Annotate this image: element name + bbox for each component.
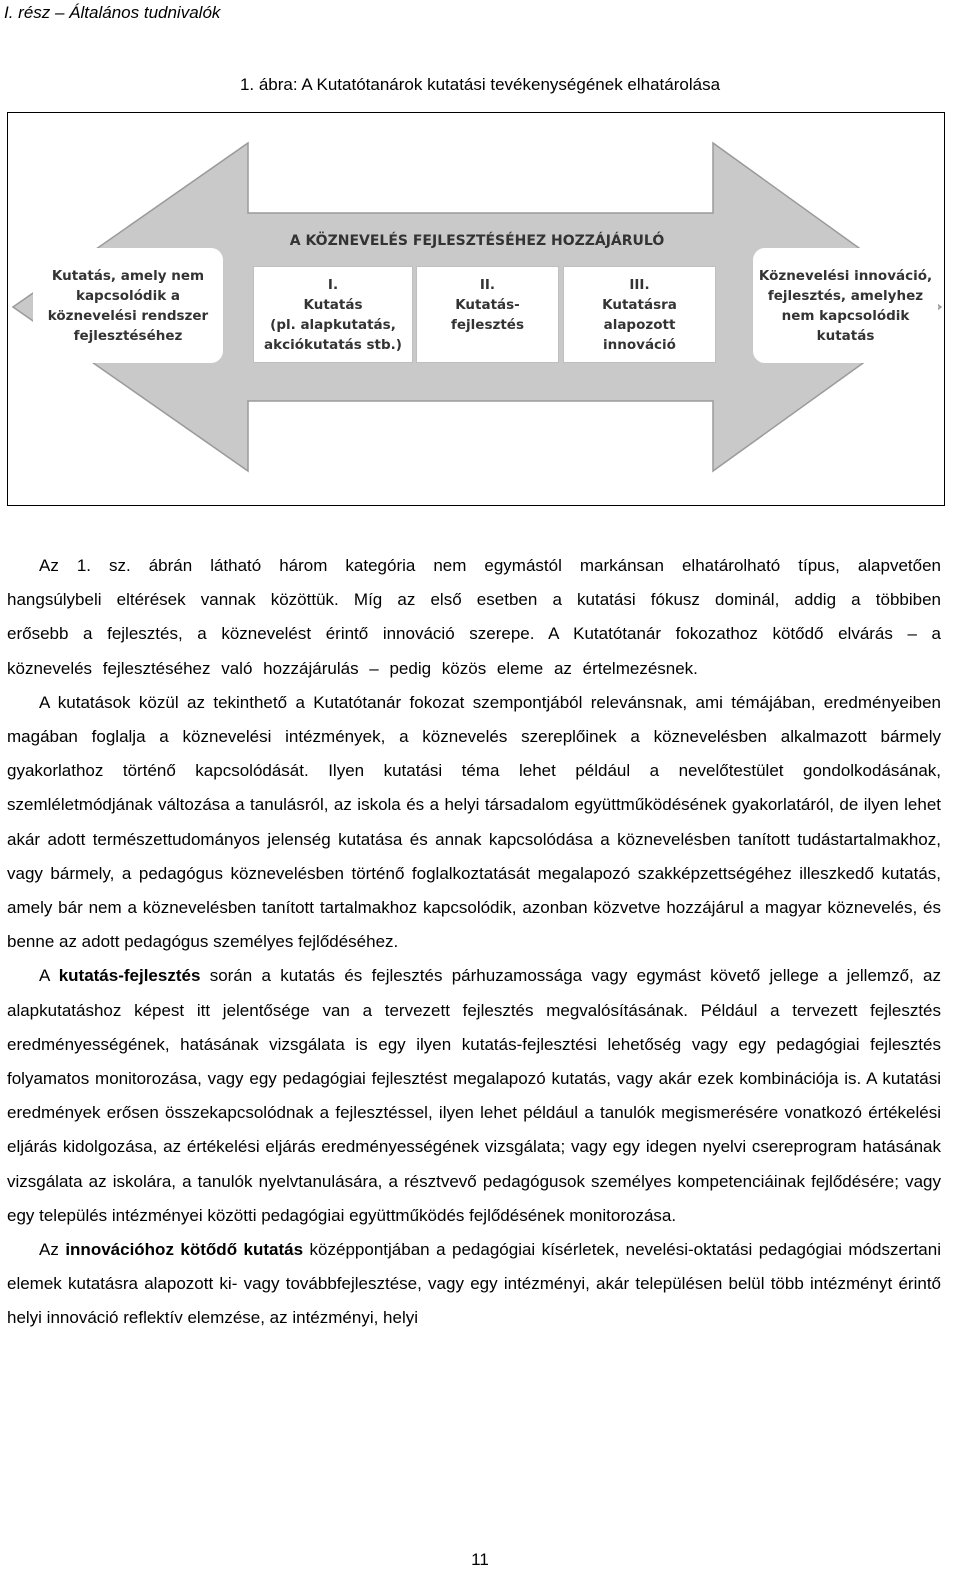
figure-reference: Az 1. sz. ábrán [39, 556, 193, 575]
term-research-development: kutatás-fejlesztés [58, 966, 201, 986]
term-innovation-research: innovációhoz kötődő kutatás [65, 1240, 304, 1260]
figure-title: A KÖZNEVELÉS FEJLESZTÉSÉHEZ HOZZÁJÁRULÓ [289, 233, 665, 249]
running-header: I. rész – Általános tudnivalók [4, 3, 221, 22]
paragraph-4 [7, 1233, 941, 1336]
figure-caption: 1. ábra: A Kutatótanárok kutatási tevékenységének elhatárolása [239, 75, 721, 94]
paragraph-4-pre: Az [39, 1240, 66, 1260]
left-box: Kutatás, amely nem kapcsolódik a köznevelési rendszer fejlesztéséhez [33, 248, 223, 363]
page-number: 11 [471, 1550, 489, 1569]
paragraph-2: A kutatások közül az tekinthető a Kutatótanár fokozat szempontjából relevánsnak, ami témájában, eredményeiben magában foglalja a köznevelési intézmények, a köznevelés szereplőinek a köznevelésben alkalmazott bármely gyakorlathoz történő kapcsolódását. Ilyen kutatási téma lehet például a nevelőtestület gondolkodásának, szemléletmódjának változása a tanulásról, az iskola és a helyi társadalom együttműködésének gyakorlatáról, de ilyen lehet akár adott természettudományos jelenség kutatása és annak kapcsolódása a köznevelésben tanított tudástartalmakhoz, vagy bármely, a pedagógus köznevelésben történő foglalkoztatását megalapozó szakképzettségéhez illeszkedő kutatás, amely bár nem a köznevelésben tanított tartalmakhoz kapcsolódik, azonban közvetve hozzájárul a magyar köznevelés, és benne az adott pedagógus személyes fejlődéséhez. [7, 692, 941, 952]
box-research: I. Kutatás (pl. alapkutatás, akciókutatás stb.) [253, 266, 413, 363]
box-research-based-innovation: III. Kutatásra alapozott innováció [563, 266, 716, 363]
paragraph-3-text: során a kutatás és fejlesztés párhuzamossága vagy egymást követő jellege a jellemző, az alapkutatáshoz képest itt jelentősége van a tervezett fejlesztés megvalósításának. Például a tervezett fejlesztés eredményességének, hatásának vizsgálata is egy ilyen kutatás-fejlesztési lehetőség vagy egy pedagógiai fejlesztés folyamatos monitorozása, vagy egy pedagógiai fejlesztést megalapozó kutatás, vagy akár ezek kombinációja is. A kutatási eredmények erősen összekapcsolódnak a fejlesztéssel, ilyen lehet például a tanulók megismerésére vonatkozó értékelési eljárás kidolgozása, az értékelési eljárás eredményességének vizsgálata; vagy egy idegen nyelvi csereprogram hatásának vizsgálata az iskolára, a tanulók nyelvtanulására, a résztvevő pedagógusok személyes kompetenciáinak fejlődésére; vagy egy település intézményei közötti pedagógiai együttműködés fejlődésének monitorozása. [7, 966, 941, 1225]
body-text [7, 549, 941, 1336]
box-research-development: II. Kutatás- fejlesztés [416, 266, 559, 363]
paragraph-1-text: látható három kategória nem egymástól markánsan elhatárolható típus, alapvetően hangsúlybeli eltérések vannak közöttük. Míg az első esetben a kutatási fókusz dominál, addig a többiben erősebb a fejlesztés, a köznevelést érintő innováció szerepe. A Kutatótanár fokozathoz kötődő elvárás – a köznevelés fejlesztéséhez való hozzájárulás – pedig közös eleme az értelmezésnek. [7, 556, 942, 678]
right-box: Köznevelési innováció, fejlesztés, amelyhez nem kapcsolódik kutatás [753, 248, 938, 363]
paragraph-1 [7, 549, 941, 686]
paragraph-3 [7, 959, 941, 1233]
paragraph-3-pre: A [39, 966, 59, 986]
figure-frame [7, 112, 945, 506]
paragraph-4-text: középpontjában a pedagógiai kísérletek, nevelési-oktatási pedagógiai módszertani elemek kutatásra alapozott ki- vagy továbbfejlesztése, vagy egy intézményi, akár településen belül több intézményt érintő helyi innováció reflektív elemzése, az intézményi, helyi [7, 1240, 941, 1328]
